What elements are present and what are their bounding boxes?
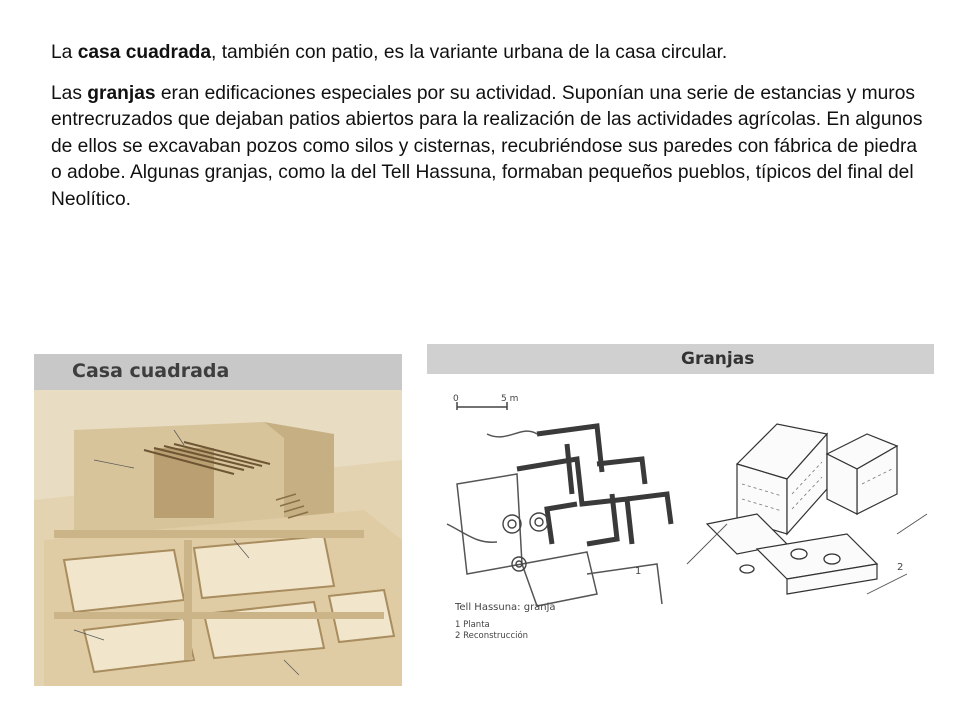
- granjas-figure-title: Granjas: [681, 349, 755, 369]
- paragraph-2-body: eran edificaciones especiales por su actividad. Suponían una serie de estancias y muros entrecruzados que dejaban patios abiertos para la realización de las actividades agrícolas. En algunos de ellos se excavaban pozos como silos y cisternas, recubriéndose sus paredes con fábrica de piedra o adobe. Algunas granjas, como la del Tell Hassuna, formaban pequeños pueblos, típicos del final del Neolítico.: [51, 82, 923, 210]
- paragraph-2-lead: Las: [51, 82, 88, 104]
- figure-title-band: [34, 354, 402, 390]
- legend-item-reconstruction: 2 Reconstrucción: [455, 631, 529, 641]
- term-granjas: granjas: [87, 82, 156, 104]
- figure-title-band: [427, 344, 934, 374]
- paragraph-granjas: [51, 81, 931, 214]
- reconstruction-figure-number: 2: [897, 562, 904, 573]
- plan-figure-number: 1: [635, 566, 642, 577]
- scale-end-label: 5 m: [501, 394, 519, 404]
- house-drawing: [34, 390, 402, 686]
- text-content: [51, 40, 931, 227]
- granjas-illustration: [427, 344, 934, 648]
- term-casa-cuadrada: casa cuadrada: [77, 42, 212, 63]
- paragraph-1-lead: La: [51, 42, 78, 63]
- legend-item-plan: 1 Planta: [455, 620, 490, 630]
- paragraph-casa-cuadrada: [51, 40, 931, 67]
- scale-start-label: 0: [453, 394, 459, 404]
- paragraph-1-body: , también con patio, es la variante urbana de la casa circular.: [211, 42, 728, 63]
- casa-cuadrada-illustration: [34, 354, 402, 686]
- casa-cuadrada-figure-title: Casa cuadrada: [72, 360, 230, 382]
- figure-caption: Tell Hassuna: granja: [455, 602, 556, 613]
